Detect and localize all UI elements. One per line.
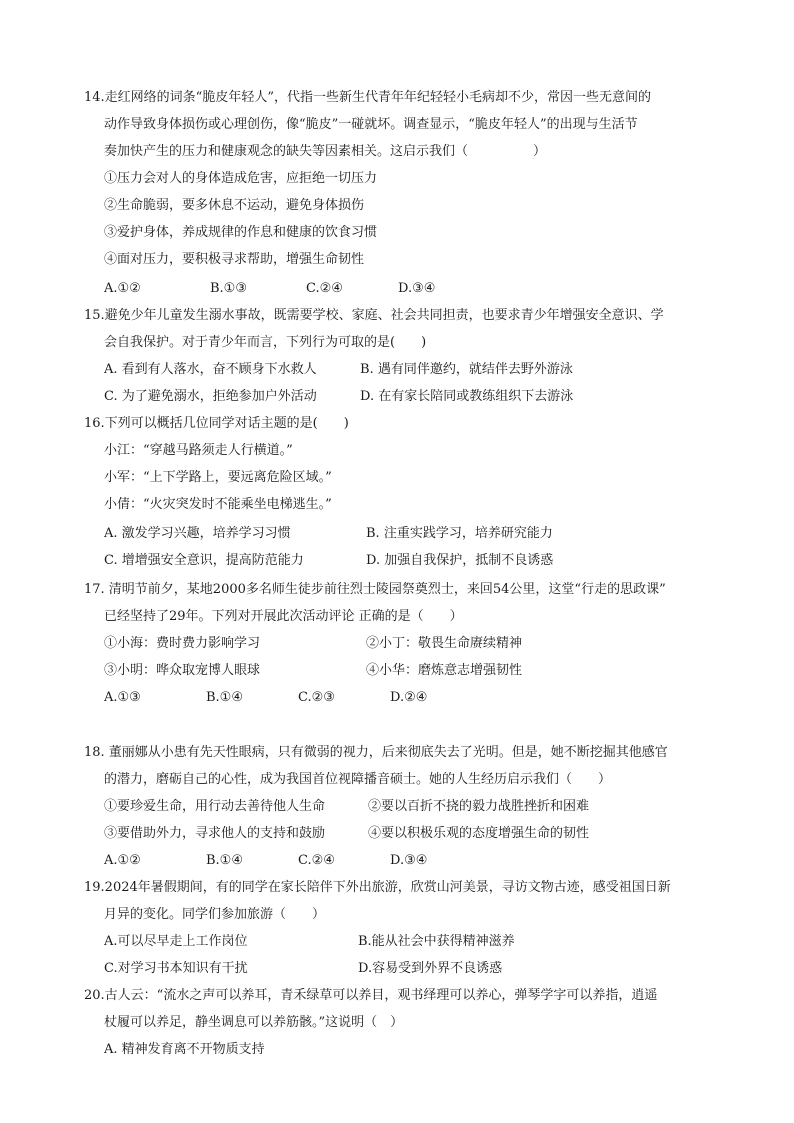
q19-option-b[interactable]: B.能从社会中获得精神滋养 [358,934,515,949]
q18-option-b[interactable]: B.①④ [206,853,243,868]
q15-stem-line-2: 会自我保护。对于青少年而言，下列行为可取的是( ) [104,335,427,350]
q20-stem-line-1: 20.古人云：“流水之声可以养耳，青禾绿草可以养目，观书绎理可以养心，弹琴学字可以养指，逍遥 [84,988,658,1003]
q17-option-b[interactable]: B.①④ [206,690,243,705]
q18-option-d[interactable]: D.③④ [390,853,428,868]
q14-option-a[interactable]: A.①② [104,281,141,296]
q17-statement-2: ②小丁：敬畏生命赓续精神 [366,636,523,651]
q14-option-b[interactable]: B.①③ [210,281,247,296]
q15-stem-line-1: 15.避免少年儿童发生溺水事故，既需要学校、家庭、社会共同担责，也要求青少年增强安全意识、学 [84,308,664,323]
q20-stem-line-2: 杖履可以养足，静坐调息可以养筋骸。”这说明（ ） [104,1015,404,1030]
q17-stem-line-1: 17. 清明节前夕，某地2000多名师生徒步前往烈士陵园祭奠烈士，来回54公里，这堂“行走的思政课” [84,582,666,597]
q15-option-b[interactable]: B. 遇有同伴邀约，就结伴去野外游泳 [360,362,573,377]
q17-statement-3: ③小明：哗众取宠博人眼球 [104,663,261,678]
q17-option-c[interactable]: C.②③ [298,690,335,705]
q15-option-a[interactable]: A. 看到有人落水，奋不顾身下水救人 [104,362,317,377]
q18-stem-line-1: 18. 董丽娜从小患有先天性眼病，只有微弱的视力，后来彻底失去了光明。但是，她不断挖掘其他感官 [84,745,668,760]
q15-option-d[interactable]: D. 在有家长陪同或教练组织下去游泳 [360,389,574,404]
q17-statement-1: ①小海：费时费力影响学习 [104,636,261,651]
q18-option-c[interactable]: C.②④ [298,853,335,868]
q17-option-d[interactable]: D.②④ [390,690,428,705]
q14-statement-4: ④面对压力，要积极寻求帮助，增强生命韧性 [104,252,365,267]
q18-statement-4: ④要以积极乐观的态度增强生命的韧性 [368,826,590,841]
q19-option-c[interactable]: C.对学习书本知识有干扰 [104,961,248,976]
q16-stem: 16.下列可以概括几位同学对话主题的是( ) [84,416,349,431]
q14-stem-line-2: 动作导致身体损伤或心理创伤，像“脆皮”一碰就坏。调查显示，“脆皮年轻人”的出现与生活节 [104,117,638,132]
q16-dialogue-3: 小倩：“火灾突发时不能乘坐电梯逃生。” [104,497,332,512]
q19-stem-line-1: 19.2024年暑假期间，有的同学在家长陪伴下外出旅游，欣赏山河美景，寻访文物古迹，感受祖国日新 [84,880,671,895]
q18-statement-3: ③要借助外力，寻求他人的支持和鼓励 [104,826,326,841]
q16-dialogue-1: 小江：“穿越马路须走人行横道。” [104,443,293,458]
q14-statement-2: ②生命脆弱，要多休息不运动，避免身体损伤 [104,198,365,213]
q18-option-a[interactable]: A.①② [104,853,141,868]
q16-option-d[interactable]: D. 加强自我保护，抵制不良诱惑 [366,553,554,568]
q14-option-d[interactable]: D.③④ [398,281,436,296]
q19-option-a[interactable]: A.可以尽早走上工作岗位 [104,934,248,949]
q17-option-a[interactable]: A.①③ [104,690,141,705]
q17-statement-4: ④小华：磨炼意志增强韧性 [366,663,523,678]
q18-statement-1: ①要珍爱生命，用行动去善待他人生命 [104,799,326,814]
q14-statement-3: ③爱护身体，养成规律的作息和健康的饮食习惯 [104,225,378,240]
q19-option-d[interactable]: D.容易受到外界不良诱惑 [358,961,503,976]
q15-option-c[interactable]: C. 为了避免溺水，拒绝参加户外活动 [104,389,317,404]
q16-option-b[interactable]: B. 注重实践学习，培养研究能力 [366,526,553,541]
q19-stem-line-2: 月异的变化。同学们参加旅游（ ） [104,907,326,922]
q20-option-a[interactable]: A. 精神发育离不开物质支持 [104,1042,265,1057]
q17-stem-line-2: 已经坚持了29年。下列对开展此次活动评论 正确的是（ ） [104,609,463,624]
q14-stem-line-1: 14.走红网络的词条“脆皮年轻人”，代指一些新生代青年年纪轻轻小毛病却不少，常因一些无意间的 [84,90,651,105]
q18-stem-line-2: 的潜力，磨砺自己的心性，成为我国首位视障播音硕士。她的人生经历启示我们（ ） [104,772,612,787]
q14-stem-line-3: 奏加快产生的压力和健康观念的缺失等因素相关。这启示我们（ ） [104,144,547,159]
q16-option-c[interactable]: C. 增增强安全意识，提高防范能力 [104,553,304,568]
q18-statement-2: ②要以百折不挠的毅力战胜挫折和困难 [368,799,590,814]
q14-statement-1: ①压力会对人的身体造成危害，应拒绝一切压力 [104,171,378,186]
q16-dialogue-2: 小军：“上下学路上，要远离危险区域。” [104,470,332,485]
q16-option-a[interactable]: A. 激发学习兴趣，培养学习习惯 [104,526,291,541]
q14-option-c[interactable]: C.②④ [306,281,343,296]
